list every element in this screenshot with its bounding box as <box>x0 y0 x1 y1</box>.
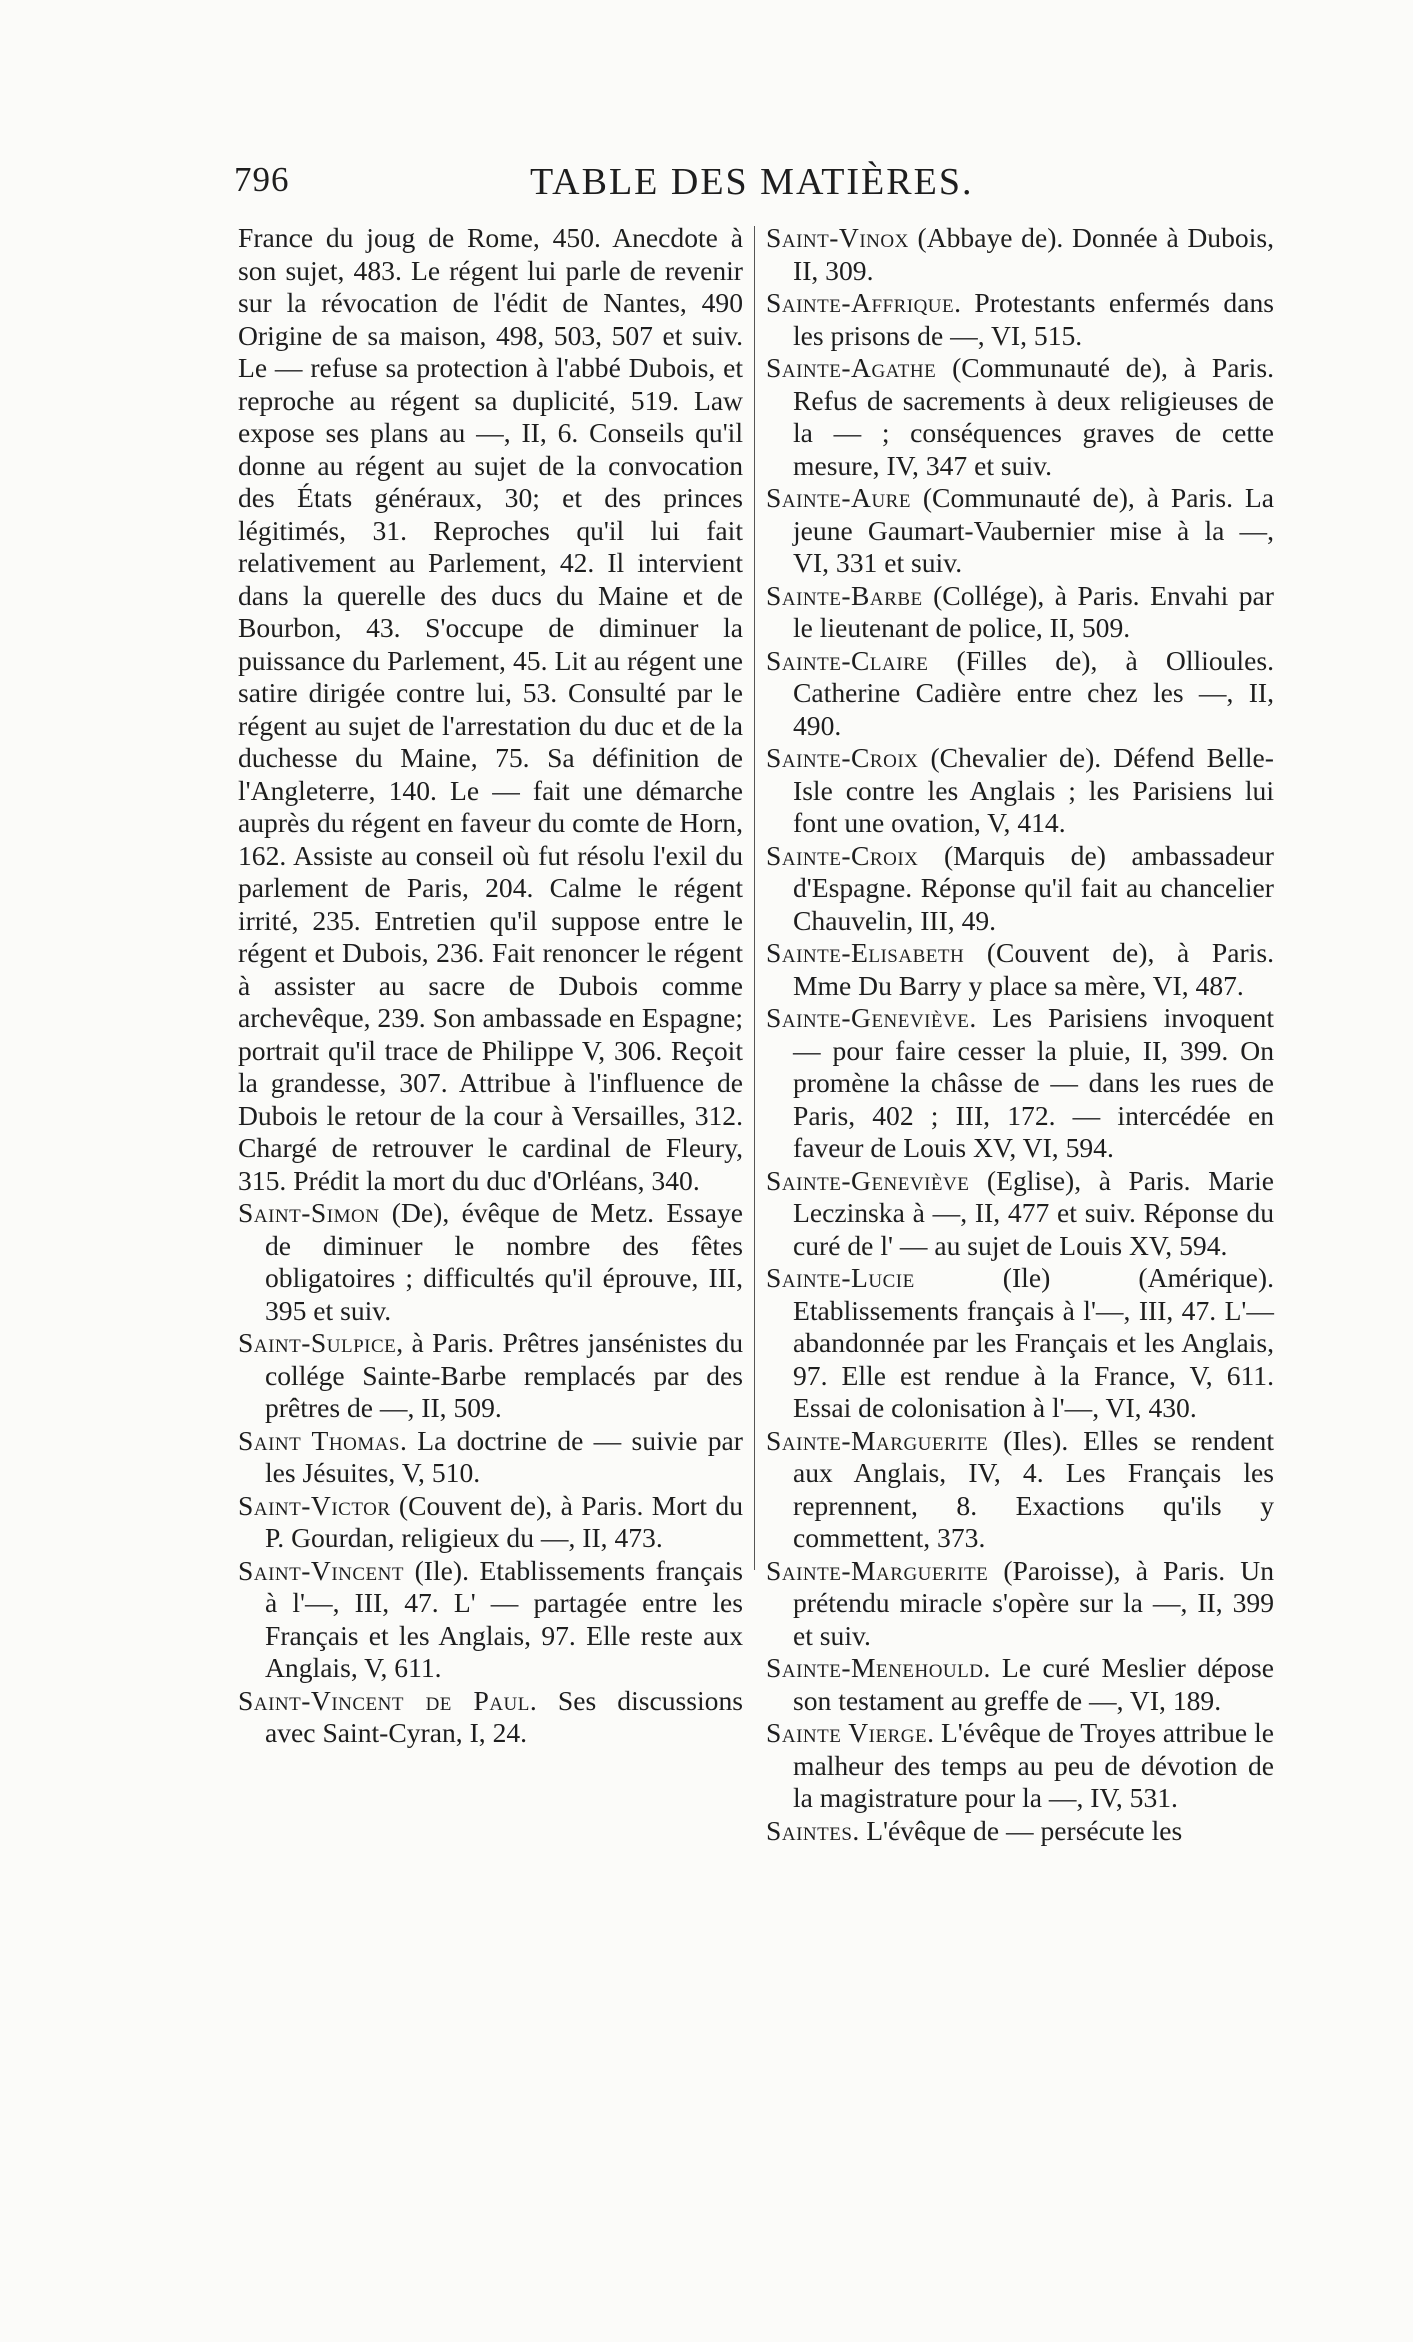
entry-headword: Sainte-Marguerite <box>766 1424 989 1456</box>
entry-headword: Saint Thomas <box>238 1424 401 1456</box>
entry-headword: Saint-Vincent de Paul <box>238 1684 530 1716</box>
entry-headword: Sainte-Elisabeth <box>766 937 965 968</box>
entry-headword: Sainte-Agathe <box>766 352 937 383</box>
index-entry <box>766 580 1274 645</box>
index-entry <box>766 1165 1274 1263</box>
entry-text: (Paroisse), à Paris. Un prétendu miracle s'opère sur la —, II, 399 et suiv. <box>793 1554 1274 1651</box>
index-entry <box>238 1425 743 1490</box>
index-entry <box>766 937 1274 1002</box>
entry-headword: Sainte-Croix <box>766 742 919 773</box>
entry-text: . L'évêque de Troyes attribue le malheur des temps au peu de dévotion de la magistrature pour la —, IV, 531. <box>793 1717 1274 1813</box>
index-entry <box>766 482 1274 580</box>
index-entry <box>238 1327 743 1425</box>
index-entry <box>238 1490 743 1555</box>
entry-text: (Collége), à Paris. Envahi par le lieutenant de police, II, 509. <box>793 579 1274 643</box>
entry-headword: Sainte-Barbe <box>766 579 923 611</box>
entry-headword: Saint-Vinox <box>766 222 909 253</box>
index-entry <box>766 1425 1274 1555</box>
index-entry <box>766 1717 1274 1815</box>
running-title: TABLE DES MATIÈRES. <box>530 161 974 203</box>
index-entry <box>766 222 1274 287</box>
entry-headword: Sainte-Aure <box>766 482 911 513</box>
entry-headword: Sainte-Menehould <box>766 1652 984 1683</box>
entry-headword: Sainte-Claire <box>766 644 929 676</box>
entry-text: . Les Parisiens invoquent — pour faire cesser la pluie, II, 399. On promène la châsse de — dans les rues de Paris, 402 ; III, 172. — intercédée en faveur de Louis XV, VI, 594. <box>793 1002 1274 1163</box>
entry-headword: Sainte-Lucie <box>766 1262 915 1293</box>
entry-text: . Le curé Meslier dépose son testament au greffe de —, VI, 189. <box>793 1652 1274 1716</box>
entry-headword: Saint-Vincent <box>238 1554 404 1586</box>
entry-text: . Ses discussions avec Saint-Cyran, I, 24. <box>265 1684 744 1748</box>
entry-headword: Saintes <box>766 1814 853 1846</box>
index-entry <box>766 1262 1274 1425</box>
entry-text: (Iles). Elles se rendent aux Anglais, IV, 4. Les Français les reprennent, 8. Exactions qu'ils y commettent, 373. <box>793 1424 1274 1553</box>
index-entry <box>238 1197 743 1327</box>
index-entry <box>766 1002 1274 1165</box>
entry-text: (Communauté de), à Paris. Refus de sacrements à deux religieuses de la — ; conséquences graves de cette mesure, IV, 347 et suiv. <box>793 352 1274 481</box>
index-entry <box>238 1555 743 1685</box>
entry-text: (Abbaye de). Donnée à Dubois, II, 309. <box>793 222 1274 286</box>
index-entry <box>238 1685 743 1750</box>
index-entry <box>766 1652 1274 1717</box>
entry-text: (Eglise), à Paris. Marie Leczinska à —, II, 477 et suiv. Réponse du curé de l' — au sujet de Louis XV, 594. <box>793 1164 1274 1261</box>
entry-headword: Saint-Victor <box>238 1489 391 1521</box>
page-number: 796 <box>234 160 290 199</box>
left-column <box>238 222 743 1750</box>
entry-text: . Protestants enfermés dans les prisons de —, VI, 515. <box>793 287 1274 351</box>
index-entry <box>766 645 1274 743</box>
entry-text: (Ile) (Amérique). Etablissements français à l'—, III, 47. L'— abandonnée par les Français et les Anglais, 97. Elle est rendue à la France, V, 611. Essai de colonisation à l'—, VI, 430. <box>793 1262 1274 1423</box>
entry-text: (Couvent de), à Paris. Mort du P. Gourdan, religieux du —, II, 473. <box>265 1489 743 1553</box>
entry-text: (De), évêque de Metz. Essaye de diminuer le nombre des fêtes obligatoires ; difficultés qu'il éprouve, III, 395 et suiv. <box>265 1197 743 1326</box>
entry-text: , à Paris. Prêtres jansénistes du collége Sainte-Barbe remplacés par des prêtres de —, II, 509. <box>265 1327 743 1423</box>
index-entry <box>766 742 1274 840</box>
entry-text: (Chevalier de). Défend Belle-Isle contre les Anglais ; les Parisiens lui font une ovation, V, 414. <box>793 742 1274 838</box>
entry-text: France du joug de Rome, 450. Anecdote à son sujet, 483. Le régent lui parle de revenir sur la révocation de l'édit de Nantes, 490 Origine de sa maison, 498, 503, 507 et suiv. Le — refuse sa protection à l'abbé Dubois, et reproche au régent sa duplicité, 519. Law expose ses plans au —, II, 6. Conseils qu'il donne au régent au sujet de la convocation des États généraux, 30; et des princes légitimés, 31. Reproches qu'il lui fait relativement au Parlement, 42. Il intervient dans la querelle des ducs du Maine et de Bourbon, 43. S'occupe de diminuer la puissance du Parlement, 45. Lit au régent une satire dirigée contre lui, 53. Consulté par le régent au sujet de l'arrestation du duc et de la duchesse du Maine, 75. Sa définition de l'Angleterre, 140. Le — fait une démarche auprès du régent en faveur du comte de Horn, 162. Assiste au conseil où fut résolu l'exil du parlement de Paris, 204. Calme le régent irrité, 235. Entretien qu'il suppose entre le régent et Dubois, 236. Fait renoncer le régent à assister au sacre de Dubois comme archevêque, 239. Son ambassade en Espagne; portrait qu'il trace de Philippe V, 306. Reçoit la grandesse, 307. Attribue à l'influence de Dubois le retour de la cour à Versailles, 312. Chargé de retrouver le cardinal de Fleury, 315. Prédit la mort du duc d'Orléans, 340. <box>238 222 743 1196</box>
page-header <box>0 160 1413 210</box>
index-entry <box>766 1555 1274 1653</box>
entry-headword: Sainte-Geneviève <box>766 1002 970 1033</box>
entry-text: (Marquis de) ambassadeur d'Espagne. Réponse qu'il fait au chancelier Chauvelin, III, 49. <box>793 839 1274 936</box>
entry-text: (Couvent de), à Paris. Mme Du Barry y place sa mère, VI, 487. <box>793 937 1274 1001</box>
entry-headword: Sainte-Geneviève <box>766 1164 970 1196</box>
entry-headword: Sainte-Affrique <box>766 287 955 318</box>
right-column <box>766 222 1274 1847</box>
entry-headword: Saint-Simon <box>238 1197 380 1228</box>
entry-headword: Saint-Sulpice <box>238 1327 397 1358</box>
index-entry <box>766 1815 1274 1848</box>
index-entry <box>766 840 1274 938</box>
entry-text: (Ile). Etablissements français à l'—, III, 47. L' — partagée entre les Français et les Anglais, 97. Elle reste aux Anglais, V, 611. <box>265 1554 743 1683</box>
entry-text: (Filles de), à Ollioules. Catherine Cadière entre chez les —, II, 490. <box>793 644 1274 741</box>
entry-text: . La doctrine de — suivie par les Jésuites, V, 510. <box>265 1424 743 1488</box>
entry-text: . L'évêque de — persécute les <box>852 1814 1183 1846</box>
column-divider <box>754 226 755 1570</box>
entry-text: (Communauté de), à Paris. La jeune Gaumart-Vaubernier mise à la —, VI, 331 et suiv. <box>793 482 1274 578</box>
entry-headword: Sainte-Croix <box>766 839 919 871</box>
index-entry <box>766 352 1274 482</box>
entry-headword: Sainte-Marguerite <box>766 1554 989 1586</box>
index-entry <box>238 222 743 1197</box>
entry-headword: Sainte Vierge <box>766 1717 928 1748</box>
index-entry <box>766 287 1274 352</box>
